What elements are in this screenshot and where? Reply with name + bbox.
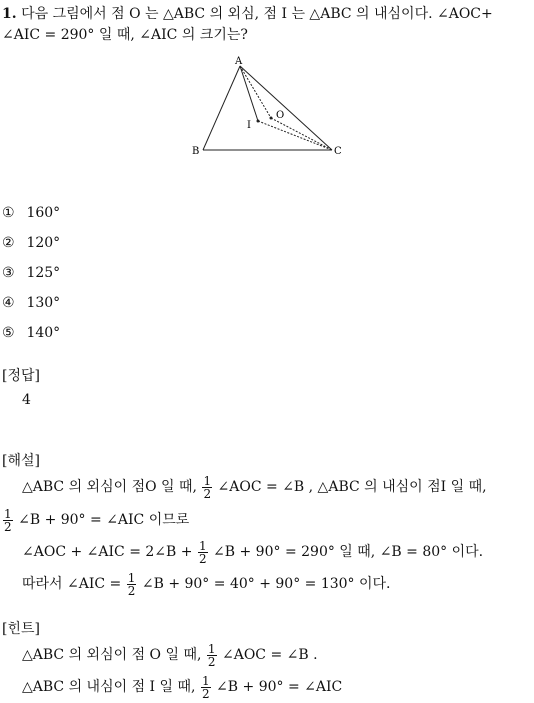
explanation-line-4	[22, 569, 391, 599]
hint-text-2a: △ABC 의 내심이 점 I 일 때,	[22, 679, 196, 695]
question-text-1: 다음 그림에서 점 O 는 △ABC 의 외심, 점 I 는 △ABC 의 내심이다. ∠AOC+	[21, 6, 493, 22]
segment-ao	[240, 66, 271, 118]
option-5[interactable]	[2, 324, 60, 342]
hint-line-2	[22, 672, 342, 702]
explanation-heading: [해설]	[2, 453, 40, 469]
half-fraction: $\frac{1}{2}$	[203, 473, 212, 501]
answer-value: 4	[22, 392, 31, 408]
answer-heading: [정답]	[2, 368, 40, 384]
half-fraction: $\frac{1}{2}$	[4, 506, 12, 534]
label-a: A	[235, 56, 243, 67]
explanation-text-3a: ∠AOC + ∠AIC = 2∠B +	[22, 544, 193, 560]
half-fraction: $\frac{1}{2}$	[207, 641, 216, 669]
option-2-marker: ②	[2, 235, 15, 251]
option-4-text: 130°	[26, 295, 61, 311]
hint-text-1b: ∠AOC = ∠B .	[221, 647, 318, 663]
label-o: O	[276, 110, 285, 121]
option-1[interactable]	[2, 204, 60, 222]
hint-text-1a: △ABC 의 외심이 점 O 일 때,	[22, 647, 202, 663]
explanation-text-2b: ∠B + 90° = ∠AIC 이므로	[18, 512, 190, 528]
question-number: 1.	[2, 6, 17, 22]
edge-ab	[203, 66, 240, 150]
option-5-text: 140°	[26, 325, 61, 341]
half-fraction: $\frac{1}{2}$	[201, 673, 210, 701]
half-fraction: $\frac{1}{2}$	[127, 570, 136, 598]
explanation-line-2	[2, 505, 189, 535]
half-fraction: $\frac{1}{2}$	[198, 538, 207, 566]
question-line-2: ∠AIC = 290° 일 때, ∠AIC 의 크기는?	[2, 27, 248, 43]
option-3[interactable]	[2, 264, 60, 282]
label-i: I	[247, 120, 251, 131]
hint-heading: [힌트]	[2, 621, 40, 637]
explanation-text-4a: 따라서 ∠AIC =	[22, 576, 122, 592]
option-2-text: 120°	[26, 235, 61, 251]
explanation-line-3	[22, 537, 483, 567]
label-b: B	[192, 146, 200, 157]
hint-text-2b: ∠B + 90° = ∠AIC	[216, 679, 343, 695]
option-5-marker: ⑤	[2, 325, 15, 341]
option-1-text: 160°	[26, 205, 61, 221]
question-line-1	[2, 5, 493, 23]
explanation-text-1a: △ABC 의 외심이 점O 일 때,	[22, 479, 197, 495]
hint-line-1	[22, 640, 318, 670]
option-1-marker: ①	[2, 205, 15, 221]
label-c: C	[334, 146, 342, 157]
triangle-figure	[190, 52, 350, 162]
explanation-text-4b: ∠B + 90° = 40° + 90° = 130° 이다.	[141, 576, 391, 592]
point-o	[270, 117, 273, 120]
option-4[interactable]	[2, 294, 60, 312]
explanation-text-1b: ∠AOC = ∠B , △ABC 의 내심이 점I 일 때,	[217, 479, 487, 495]
segment-ic	[258, 121, 332, 150]
point-i	[257, 120, 260, 123]
explanation-line-1	[22, 472, 487, 502]
option-4-marker: ④	[2, 295, 15, 311]
option-2[interactable]	[2, 234, 60, 252]
explanation-text-3b: ∠B + 90° = 290° 일 때, ∠B = 80° 이다.	[213, 544, 484, 560]
option-3-marker: ③	[2, 265, 15, 281]
option-3-text: 125°	[26, 265, 61, 281]
